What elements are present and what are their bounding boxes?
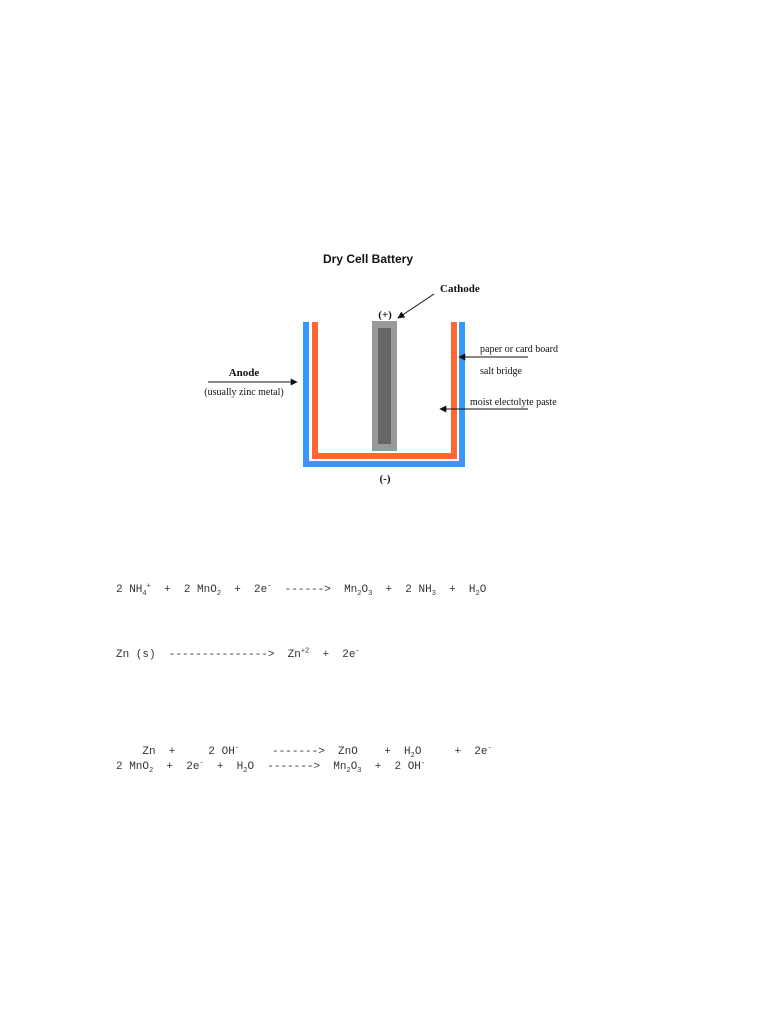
equation-4 <box>116 761 425 774</box>
equation-token: + H <box>435 584 476 596</box>
equation-2 <box>116 649 360 662</box>
equation-token: O -------> Mn <box>247 761 347 773</box>
minus-terminal: (-) <box>379 473 391 485</box>
equation-token: 3 <box>357 767 362 776</box>
equation-token: 4 <box>142 590 147 599</box>
equation-token: + 2e <box>221 584 268 596</box>
equation-token: + 2e <box>153 761 200 773</box>
equation-token: 2 <box>243 767 248 776</box>
carbon-rod-core <box>378 328 391 444</box>
equation-token: 2 <box>410 752 415 761</box>
equation-token: O <box>361 584 369 596</box>
equation-1 <box>116 584 486 597</box>
equation-token: -------> ZnO + H <box>239 746 411 758</box>
equation-token: +2 <box>300 647 310 656</box>
diagram-title: Dry Cell Battery <box>322 252 414 266</box>
equation-token: - <box>234 744 240 753</box>
equation-token: + H <box>203 761 244 773</box>
equation-token: - <box>355 647 360 656</box>
equation-token: ------> Mn <box>271 584 358 596</box>
equation-token: - <box>267 582 272 591</box>
salt-bridge-label: salt bridge <box>480 366 522 377</box>
cathode-label: Cathode <box>440 283 480 295</box>
equation-token: 3 <box>431 590 436 599</box>
equation-token: 2 NH <box>116 584 143 596</box>
equation-token: - <box>199 759 204 768</box>
paste-label: moist electolyte paste <box>470 397 557 408</box>
equation-token: 2 <box>216 590 222 599</box>
equation-token: + 2 NH <box>372 584 432 596</box>
equation-token: 2 <box>149 767 154 776</box>
equation-token: Zn + 2 OH <box>116 746 235 758</box>
equation-token: O + 2e <box>414 746 488 758</box>
paper-label: paper or card board <box>480 344 559 355</box>
equation-token: Zn (s) ---------------> Zn <box>116 649 301 661</box>
equation-token: 2 MnO <box>116 761 150 773</box>
equation-token: - <box>487 744 492 753</box>
cathode-arrow <box>398 294 434 318</box>
anode-label: Anode <box>228 367 260 379</box>
equation-token: 2 <box>346 767 351 776</box>
equation-token: 2 <box>475 590 480 599</box>
equation-token: 3 <box>368 590 373 599</box>
equation-token: 2 <box>357 590 362 599</box>
equation-token: O <box>350 761 358 773</box>
equation-token: + <box>146 582 151 591</box>
equation-token: + 2 OH <box>361 761 421 773</box>
equation-token: O <box>479 584 487 596</box>
equation-token: - <box>420 759 426 768</box>
equation-token: + 2e <box>309 649 356 661</box>
equation-3 <box>116 746 492 759</box>
plus-terminal: (+) <box>378 309 392 321</box>
anode-sublabel: (usually zinc metal) <box>204 387 284 398</box>
equation-token: + 2 MnO <box>150 584 217 596</box>
